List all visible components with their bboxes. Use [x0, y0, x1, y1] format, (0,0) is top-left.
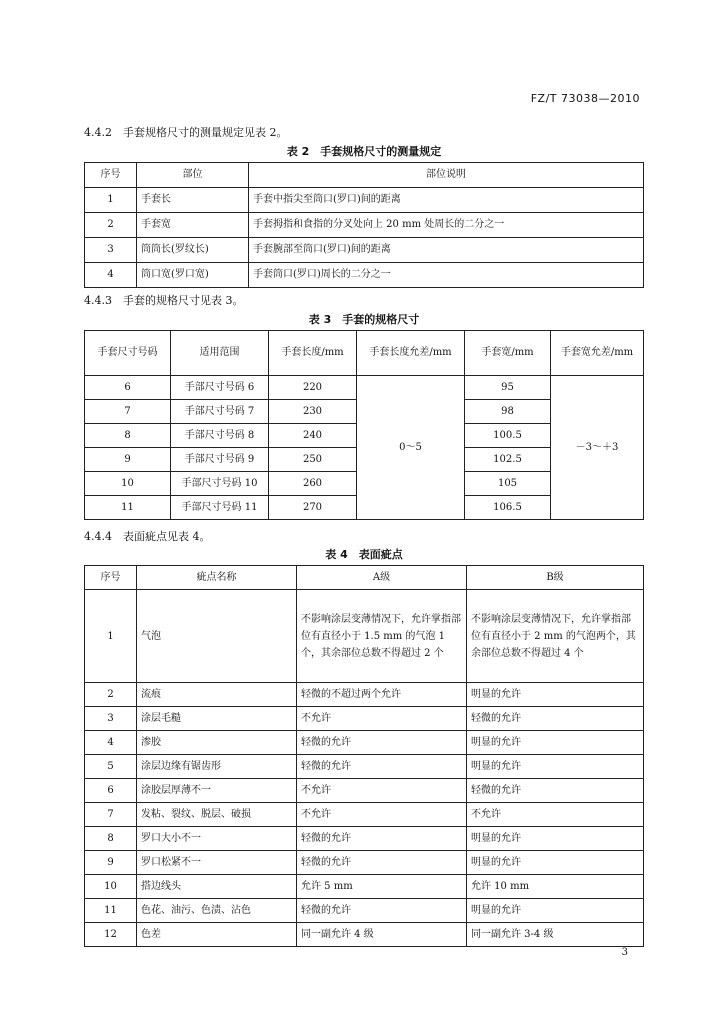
table-cell: 渗胶 [137, 731, 297, 755]
table-cell: 1 [85, 590, 137, 683]
standard-number: FZ/T 73038—2010 [530, 92, 640, 105]
table-row [85, 188, 644, 213]
table-row [85, 803, 644, 827]
table-cell: 12 [85, 923, 137, 947]
table-cell: 搭边线头 [137, 875, 297, 899]
table-cell: 气泡 [137, 590, 297, 683]
table-row [85, 263, 644, 288]
table-cell: 手部尺寸号码 6 [171, 376, 269, 400]
table-cell: 色花、油污、色渍、沾色 [137, 899, 297, 923]
section-4-4-3: 4.4.3 手套的规格尺寸见表 3。 [84, 294, 244, 307]
table-cell: 轻微的允许 [297, 755, 467, 779]
header-cell: 手套宽允差/mm [551, 331, 644, 376]
table-cell: 270 [269, 496, 357, 520]
table-row [85, 899, 644, 923]
section-4-4-4: 4.4.4 表面疵点见表 4。 [84, 530, 211, 543]
table-row [85, 213, 644, 238]
table-cell: 7 [85, 803, 137, 827]
section-4-4-2: 4.4.2 手套规格尺寸的测量规定见表 2。 [84, 126, 288, 139]
table-cell: 手部尺寸号码 9 [171, 448, 269, 472]
table-row [85, 376, 644, 400]
table-row [85, 779, 644, 803]
table-cell: 允许 10 mm [467, 875, 644, 899]
table-cell: 明显的允许 [467, 755, 644, 779]
table-cell: 102.5 [465, 448, 551, 472]
table-cell: 不影响涂层变薄情况下，允许掌指部位有直径小于 1.5 mm 的气泡 1 个，其余部位总数不得超过 2 个 [297, 590, 467, 683]
header-cell: A级 [297, 566, 467, 590]
table3-caption: 表 3 手套的规格尺寸 [308, 313, 420, 326]
table-cell: 涂胶层厚薄不一 [137, 779, 297, 803]
table-cell: 涂层毛糙 [137, 707, 297, 731]
table-cell: 轻微的允许 [297, 827, 467, 851]
table-cell: 2 [85, 213, 137, 238]
table-cell: 明显的允许 [467, 851, 644, 875]
table-cell: 2 [85, 683, 137, 707]
table-row [85, 827, 644, 851]
table-cell: 轻微的允许 [297, 731, 467, 755]
table-cell: 3 [85, 238, 137, 263]
header-cell: 手套长度/mm [269, 331, 357, 376]
table-row [85, 875, 644, 899]
table-cell: 轻微的允许 [297, 899, 467, 923]
table-cell: 允许 5 mm [297, 875, 467, 899]
table-header-row [85, 566, 644, 590]
table-header-row [85, 331, 644, 376]
table-cell: 11 [85, 496, 171, 520]
table-cell: 轻微的不超过两个允许 [297, 683, 467, 707]
table-cell: 罗口松紧不一 [137, 851, 297, 875]
table-cell: 3 [85, 707, 137, 731]
table-cell: 8 [85, 424, 171, 448]
table-cell: 不允许 [297, 779, 467, 803]
table-cell: 250 [269, 448, 357, 472]
table-cell: 98 [465, 400, 551, 424]
table-cell: 涂层边缘有锯齿形 [137, 755, 297, 779]
header-cell: 手套宽/mm [465, 331, 551, 376]
table-row [85, 851, 644, 875]
table4 [84, 565, 644, 947]
table-cell: 4 [85, 263, 137, 288]
table2-caption: 表 2 手套规格尺寸的测量规定 [286, 145, 442, 158]
header-cell: 序号 [85, 566, 137, 590]
table-cell: 5 [85, 755, 137, 779]
table-row [85, 731, 644, 755]
table-cell: 同一副允许 4 级 [297, 923, 467, 947]
table-cell: 色差 [137, 923, 297, 947]
table-cell: 明显的允许 [467, 899, 644, 923]
table2 [84, 162, 644, 288]
table-cell: 手部尺寸号码 10 [171, 472, 269, 496]
table-cell: 9 [85, 448, 171, 472]
table-cell: 不允许 [467, 803, 644, 827]
table-cell: 6 [85, 779, 137, 803]
header-cell: B级 [467, 566, 644, 590]
table-cell: 手套中指尖至筒口(罗口)间的距离 [249, 188, 644, 213]
header-cell: 序号 [85, 163, 137, 188]
table-cell: 不影响涂层变薄情况下，允许掌指部位有直径小于 2 mm 的气泡两个，其余部位总数不得超过 4 个 [467, 590, 644, 683]
table3 [84, 330, 644, 520]
header-cell: 手套长度允差/mm [357, 331, 465, 376]
table-row [85, 683, 644, 707]
table-cell: 手套腕部至筒口(罗口)间的距离 [249, 238, 644, 263]
table-cell: 同一副允许 3-4 级 [467, 923, 644, 947]
page-number: 3 [621, 947, 628, 958]
table-cell: 105 [465, 472, 551, 496]
table-cell: 手部尺寸号码 7 [171, 400, 269, 424]
table-cell: 流痕 [137, 683, 297, 707]
table-cell: 手套拇指和食指的分叉处向上 20 mm 处周长的二分之一 [249, 213, 644, 238]
table-row [85, 755, 644, 779]
table-cell: 1 [85, 188, 137, 213]
header-cell: 适用范围 [171, 331, 269, 376]
table-row [85, 238, 644, 263]
header-cell: 疵点名称 [137, 566, 297, 590]
table-cell: 230 [269, 400, 357, 424]
table4-caption: 表 4 表面疵点 [325, 548, 403, 561]
table-cell: 240 [269, 424, 357, 448]
table-cell: 11 [85, 899, 137, 923]
table-row [85, 590, 644, 683]
table-cell: 轻微的允许 [467, 779, 644, 803]
table-cell: 6 [85, 376, 171, 400]
table-row [85, 923, 644, 947]
table-row [85, 707, 644, 731]
table-cell: 100.5 [465, 424, 551, 448]
table-cell: 10 [85, 472, 171, 496]
table-cell: 220 [269, 376, 357, 400]
table-cell: 手套长 [137, 188, 249, 213]
table-cell: 106.5 [465, 496, 551, 520]
table-cell: 9 [85, 851, 137, 875]
width-tolerance-cell: －3～＋3 [551, 376, 644, 520]
table-cell: 手部尺寸号码 11 [171, 496, 269, 520]
length-tolerance-cell: 0～5 [357, 376, 465, 520]
table-cell: 筒筒长(罗纹长) [137, 238, 249, 263]
table-cell: 罗口大小不一 [137, 827, 297, 851]
table-cell: 手套宽 [137, 213, 249, 238]
table-cell: 不允许 [297, 803, 467, 827]
table-cell: 8 [85, 827, 137, 851]
header-cell: 部位说明 [249, 163, 644, 188]
table-header-row [85, 163, 644, 188]
table-cell: 95 [465, 376, 551, 400]
table-cell: 明显的允许 [467, 827, 644, 851]
header-cell: 手套尺寸号码 [85, 331, 171, 376]
table-cell: 明显的允许 [467, 683, 644, 707]
table-cell: 轻微的允许 [467, 707, 644, 731]
table-cell: 明显的允许 [467, 731, 644, 755]
table-cell: 不允许 [297, 707, 467, 731]
table-cell: 手套筒口(罗口)周长的二分之一 [249, 263, 644, 288]
table-cell: 发粘、裂纹、脱层、破损 [137, 803, 297, 827]
table-cell: 手部尺寸号码 8 [171, 424, 269, 448]
table-cell: 筒口宽(罗口宽) [137, 263, 249, 288]
table-cell: 10 [85, 875, 137, 899]
table-cell: 轻微的允许 [297, 851, 467, 875]
table-cell: 260 [269, 472, 357, 496]
table-cell: 4 [85, 731, 137, 755]
table-cell: 7 [85, 400, 171, 424]
header-cell: 部位 [137, 163, 249, 188]
